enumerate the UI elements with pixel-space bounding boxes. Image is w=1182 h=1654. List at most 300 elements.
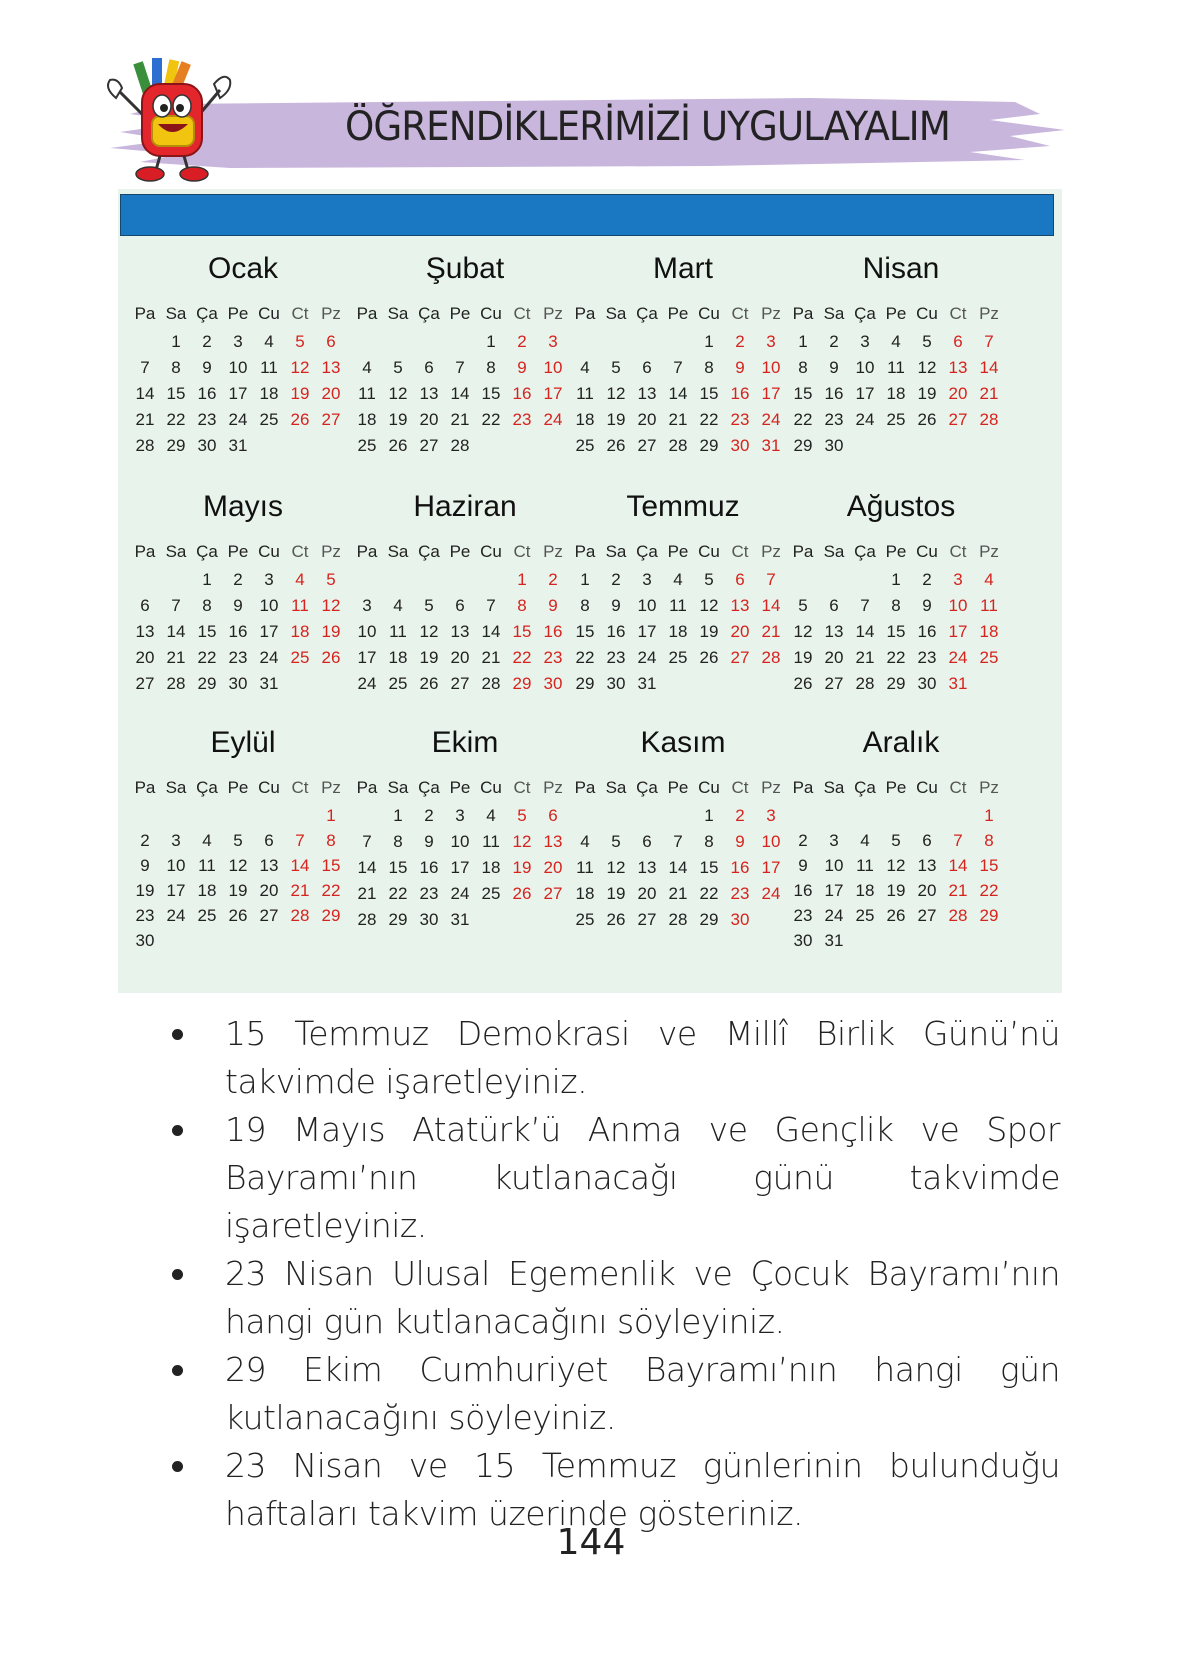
day-cell: 15 (886, 622, 906, 641)
day-cell: 25 (259, 410, 279, 429)
day-cell: 16 (793, 881, 813, 900)
day-cell: 19 (606, 410, 626, 429)
weekday-label: Pz (761, 778, 781, 797)
day-cell: 24 (228, 410, 248, 429)
weekday-label: Pa (134, 542, 156, 561)
day-cell: 27 (824, 674, 844, 693)
day-cell: 11 (856, 856, 874, 875)
weekday-label: Ça (854, 778, 876, 797)
day-cell: 23 (917, 648, 937, 667)
weekday-label: Pe (885, 304, 907, 323)
weekday-label: Pa (134, 304, 156, 323)
day-cell: 14 (979, 358, 999, 377)
day-cell: 15 (979, 856, 999, 875)
day-cell: 10 (637, 596, 657, 615)
day-cell: 10 (543, 358, 563, 377)
weekday-label: Ct (513, 542, 531, 561)
day-cell: 16 (917, 622, 937, 641)
day-cell: 18 (290, 622, 310, 641)
day-cell: 16 (543, 622, 563, 641)
day-cell: 17 (543, 384, 563, 403)
day-cell: 2 (798, 831, 808, 850)
day-cell: 7 (673, 832, 683, 851)
day-cell: 20 (135, 648, 155, 667)
day-cell: 20 (637, 410, 657, 429)
day-cell: 30 (793, 931, 813, 950)
day-cell: 29 (512, 674, 532, 693)
day-cell: 1 (393, 806, 403, 825)
instruction-text: 23 Nisan ve 15 Temmuz günlerinin bulunduğu haftaları takvim üzerinde gösteriniz. (225, 1446, 1060, 1533)
day-cell: 8 (798, 358, 808, 377)
day-cell: 19 (512, 858, 532, 877)
day-cell: 26 (290, 410, 310, 429)
instruction-text: 29 Ekim Cumhuriyet Bayramı’nın hangi gün kutlanacağını söyleyiniz. (225, 1350, 1060, 1437)
day-cell: 19 (793, 648, 813, 667)
day-cell: 17 (166, 881, 186, 900)
day-cell: 26 (606, 910, 626, 929)
weekday-label: Pa (356, 542, 378, 561)
day-cell: 12 (606, 384, 626, 403)
day-cell: 15 (388, 858, 408, 877)
weekday-label: Sa (387, 778, 409, 797)
day-cell: 21 (668, 884, 688, 903)
day-cell: 5 (922, 332, 932, 351)
day-cell: 6 (548, 806, 558, 825)
weekday-label: Ça (196, 542, 218, 561)
weekday-label: Pa (134, 778, 156, 797)
day-cell: 31 (824, 931, 844, 950)
day-cell: 13 (321, 358, 341, 377)
day-cell: 23 (824, 410, 844, 429)
day-cell: 23 (793, 906, 813, 925)
day-cell: 18 (979, 622, 999, 641)
day-cell: 3 (455, 806, 465, 825)
day-cell: 16 (730, 858, 750, 877)
day-cell: 4 (673, 570, 683, 589)
day-cell: 1 (798, 332, 808, 351)
day-cell: 29 (886, 674, 906, 693)
day-cell: 22 (166, 410, 186, 429)
bullet-dot-icon (172, 1125, 183, 1136)
weekday-label: Sa (605, 542, 627, 561)
weekday-label: Pe (885, 542, 907, 561)
weekday-label: Pe (667, 778, 689, 797)
day-cell: 16 (512, 384, 532, 403)
day-cell: 4 (486, 806, 496, 825)
page-title: ÖĞRENDİKLERİMİZİ UYGULAYALIM (345, 104, 950, 150)
day-cell: 21 (668, 410, 688, 429)
day-cell: 30 (197, 436, 217, 455)
day-cell: 9 (829, 358, 839, 377)
month-9 (352, 726, 578, 929)
day-cell: 14 (668, 384, 688, 403)
weekday-label: Sa (823, 542, 845, 561)
day-cell: 9 (202, 358, 212, 377)
day-cell: 29 (197, 674, 217, 693)
day-cell: 12 (228, 856, 248, 875)
weekday-label: Pe (667, 542, 689, 561)
day-cell: 22 (388, 884, 408, 903)
day-cell: 3 (548, 332, 558, 351)
instruction-item (170, 1250, 1060, 1346)
day-cell: 24 (824, 906, 844, 925)
day-cell: 27 (730, 648, 750, 667)
day-cell: 22 (575, 648, 595, 667)
weekday-label: Cu (258, 778, 280, 797)
day-cell: 8 (326, 831, 336, 850)
day-cell: 17 (761, 384, 781, 403)
day-cell: 29 (979, 906, 999, 925)
day-cell: 15 (575, 622, 595, 641)
day-cell: 1 (202, 570, 212, 589)
day-cell: 7 (455, 358, 465, 377)
day-cell: 11 (576, 384, 594, 403)
day-cell: 8 (580, 596, 590, 615)
day-cell: 23 (197, 410, 217, 429)
day-cell: 11 (389, 622, 407, 641)
month-name: Eylül (210, 726, 276, 759)
day-cell: 6 (140, 596, 150, 615)
day-cell: 17 (855, 384, 875, 403)
month-name: Temmuz (626, 490, 740, 523)
weekday-label: Cu (698, 542, 720, 561)
day-cell: 27 (419, 436, 439, 455)
day-cell: 1 (984, 806, 994, 825)
day-cell: 25 (290, 648, 310, 667)
day-cell: 3 (829, 831, 839, 850)
day-cell: 11 (198, 856, 216, 875)
day-cell: 6 (642, 832, 652, 851)
day-cell: 19 (606, 884, 626, 903)
weekday-label: Pz (543, 542, 563, 561)
day-cell: 12 (388, 384, 408, 403)
day-cell: 15 (197, 622, 217, 641)
weekday-label: Pa (792, 304, 814, 323)
day-cell: 1 (486, 332, 496, 351)
weekday-label: Sa (387, 542, 409, 561)
day-cell: 12 (699, 596, 719, 615)
day-cell: 10 (166, 856, 186, 875)
day-cell: 15 (512, 622, 532, 641)
day-cell: 19 (290, 384, 310, 403)
day-cell: 25 (668, 648, 688, 667)
weekday-label: Ct (949, 778, 967, 797)
day-cell: 3 (264, 570, 274, 589)
day-cell: 6 (642, 358, 652, 377)
day-cell: 20 (948, 384, 968, 403)
weekday-label: Ça (196, 304, 218, 323)
day-cell: 6 (326, 332, 336, 351)
day-cell: 28 (979, 410, 999, 429)
day-cell: 28 (948, 906, 968, 925)
day-cell: 27 (450, 674, 470, 693)
day-cell: 7 (766, 570, 776, 589)
day-cell: 12 (917, 358, 937, 377)
month-name: Ekim (431, 726, 499, 759)
day-cell: 11 (291, 596, 309, 615)
day-cell: 3 (860, 332, 870, 351)
day-cell: 17 (761, 858, 781, 877)
day-cell: 11 (482, 832, 500, 851)
day-cell: 1 (517, 570, 527, 589)
day-cell: 19 (228, 881, 248, 900)
day-cell: 21 (979, 384, 999, 403)
day-cell: 9 (424, 832, 434, 851)
day-cell: 18 (197, 881, 217, 900)
day-cell: 29 (793, 436, 813, 455)
day-cell: 21 (948, 881, 968, 900)
day-cell: 29 (166, 436, 186, 455)
day-cell: 9 (517, 358, 527, 377)
day-cell: 24 (761, 410, 781, 429)
day-cell: 20 (917, 881, 937, 900)
day-cell: 20 (730, 622, 750, 641)
day-cell: 14 (166, 622, 186, 641)
weekday-label: Ct (513, 304, 531, 323)
day-cell: 5 (233, 831, 243, 850)
day-cell: 2 (140, 831, 150, 850)
day-cell: 24 (637, 648, 657, 667)
day-cell: 30 (135, 931, 155, 950)
day-cell: 13 (543, 832, 563, 851)
day-cell: 12 (793, 622, 813, 641)
day-cell: 31 (948, 674, 968, 693)
day-cell: 27 (321, 410, 341, 429)
day-cell: 9 (798, 856, 808, 875)
bullet-dot-icon (172, 1029, 183, 1040)
bullet-dot-icon (172, 1461, 183, 1472)
day-cell: 15 (321, 856, 341, 875)
day-cell: 9 (233, 596, 243, 615)
day-cell: 8 (393, 832, 403, 851)
day-cell: 18 (575, 884, 595, 903)
day-cell: 24 (166, 906, 186, 925)
weekday-label: Pe (227, 304, 249, 323)
day-cell: 28 (855, 674, 875, 693)
day-cell: 4 (580, 832, 590, 851)
day-cell: 27 (637, 910, 657, 929)
day-cell: 11 (358, 384, 376, 403)
day-cell: 14 (761, 596, 781, 615)
weekday-label: Pz (979, 778, 999, 797)
weekday-label: Cu (258, 542, 280, 561)
weekday-label: Sa (165, 778, 187, 797)
day-cell: 26 (606, 436, 626, 455)
day-cell: 21 (166, 648, 186, 667)
weekday-label: Pz (761, 304, 781, 323)
weekday-label: Ct (731, 304, 749, 323)
day-cell: 29 (575, 674, 595, 693)
weekday-label: Cu (916, 542, 938, 561)
weekday-label: Pe (885, 778, 907, 797)
day-cell: 30 (824, 436, 844, 455)
day-cell: 23 (730, 410, 750, 429)
weekday-label: Pz (543, 778, 563, 797)
page-number: 144 (556, 1522, 626, 1563)
day-cell: 7 (673, 358, 683, 377)
weekday-label: Cu (698, 304, 720, 323)
day-cell: 17 (228, 384, 248, 403)
day-cell: 17 (259, 622, 279, 641)
day-cell: 22 (197, 648, 217, 667)
day-cell: 23 (730, 884, 750, 903)
day-cell: 14 (135, 384, 155, 403)
day-cell: 30 (730, 436, 750, 455)
day-cell: 19 (699, 622, 719, 641)
weekday-label: Pz (321, 542, 341, 561)
day-cell: 6 (829, 596, 839, 615)
day-cell: 18 (357, 410, 377, 429)
day-cell: 28 (357, 910, 377, 929)
day-cell: 15 (793, 384, 813, 403)
month-6 (570, 490, 796, 693)
weekday-label: Pe (449, 304, 471, 323)
day-cell: 31 (450, 910, 470, 929)
day-cell: 20 (824, 648, 844, 667)
day-cell: 2 (735, 806, 745, 825)
day-cell: 10 (948, 596, 968, 615)
day-cell: 4 (362, 358, 372, 377)
day-cell: 20 (637, 884, 657, 903)
day-cell: 25 (481, 884, 501, 903)
day-cell: 4 (984, 570, 994, 589)
month-10 (570, 726, 796, 929)
day-cell: 26 (321, 648, 341, 667)
day-cell: 5 (611, 358, 621, 377)
day-cell: 14 (948, 856, 968, 875)
day-cell: 23 (543, 648, 563, 667)
weekday-label: Pa (574, 778, 596, 797)
day-cell: 19 (321, 622, 341, 641)
day-cell: 28 (135, 436, 155, 455)
day-cell: 28 (668, 910, 688, 929)
day-cell: 30 (730, 910, 750, 929)
day-cell: 18 (886, 384, 906, 403)
day-cell: 11 (980, 596, 998, 615)
day-cell: 8 (486, 358, 496, 377)
day-cell: 6 (264, 831, 274, 850)
weekday-label: Cu (916, 304, 938, 323)
day-cell: 8 (704, 832, 714, 851)
day-cell: 26 (793, 674, 813, 693)
weekday-label: Pz (543, 304, 563, 323)
day-cell: 6 (735, 570, 745, 589)
day-cell: 26 (917, 410, 937, 429)
day-cell: 12 (321, 596, 341, 615)
day-cell: 29 (699, 436, 719, 455)
day-cell: 6 (953, 332, 963, 351)
day-cell: 24 (855, 410, 875, 429)
day-cell: 28 (450, 436, 470, 455)
day-cell: 24 (450, 884, 470, 903)
day-cell: 1 (171, 332, 181, 351)
day-cell: 26 (228, 906, 248, 925)
weekday-label: Ça (636, 542, 658, 561)
day-cell: 13 (730, 596, 750, 615)
day-cell: 25 (855, 906, 875, 925)
weekday-label: Pe (449, 778, 471, 797)
day-cell: 22 (699, 410, 719, 429)
bullet-dot-icon (172, 1365, 183, 1376)
weekday-label: Pa (356, 304, 378, 323)
weekday-label: Pe (227, 778, 249, 797)
weekday-label: Sa (605, 304, 627, 323)
day-cell: 17 (357, 648, 377, 667)
day-cell: 21 (450, 410, 470, 429)
day-cell: 10 (761, 832, 781, 851)
day-cell: 4 (295, 570, 305, 589)
day-cell: 16 (730, 384, 750, 403)
day-cell: 7 (295, 831, 305, 850)
month-name: Kasım (640, 726, 726, 759)
day-cell: 5 (704, 570, 714, 589)
month-4 (130, 490, 356, 693)
day-cell: 26 (388, 436, 408, 455)
day-cell: 4 (860, 831, 870, 850)
weekday-label: Ct (731, 778, 749, 797)
day-cell: 27 (637, 436, 657, 455)
day-cell: 16 (606, 622, 626, 641)
instruction-text: 23 Nisan Ulusal Egemenlik ve Çocuk Bayramı’nın hangi gün kutlanacağını söyleyiniz. (225, 1254, 1060, 1341)
day-cell: 19 (917, 384, 937, 403)
month-7 (788, 490, 1014, 693)
day-cell: 2 (202, 332, 212, 351)
day-cell: 16 (824, 384, 844, 403)
day-cell: 12 (419, 622, 439, 641)
day-cell: 5 (393, 358, 403, 377)
day-cell: 23 (228, 648, 248, 667)
instruction-text: 19 Mayıs Atatürk’ü Anma ve Gençlik ve Spor Bayramı’nın kutlanacağı günü takvimde işaretleyiniz. (225, 1110, 1060, 1245)
day-cell: 12 (290, 358, 310, 377)
day-cell: 8 (517, 596, 527, 615)
day-cell: 1 (704, 332, 714, 351)
day-cell: 7 (486, 596, 496, 615)
day-cell: 4 (264, 332, 274, 351)
day-cell: 21 (357, 884, 377, 903)
day-cell: 20 (450, 648, 470, 667)
day-cell: 22 (481, 410, 501, 429)
day-cell: 17 (824, 881, 844, 900)
day-cell: 4 (891, 332, 901, 351)
day-cell: 18 (481, 858, 501, 877)
day-cell: 3 (766, 806, 776, 825)
day-cell: 2 (611, 570, 621, 589)
day-cell: 2 (829, 332, 839, 351)
day-cell: 5 (326, 570, 336, 589)
day-cell: 1 (704, 806, 714, 825)
day-cell: 1 (326, 806, 336, 825)
day-cell: 15 (481, 384, 501, 403)
day-cell: 14 (450, 384, 470, 403)
instruction-item (170, 1106, 1060, 1250)
day-cell: 24 (761, 884, 781, 903)
day-cell: 24 (543, 410, 563, 429)
day-cell: 18 (259, 384, 279, 403)
day-cell: 31 (761, 436, 781, 455)
day-cell: 23 (135, 906, 155, 925)
day-cell: 16 (419, 858, 439, 877)
day-cell: 13 (637, 858, 657, 877)
day-cell: 11 (576, 858, 594, 877)
day-cell: 30 (419, 910, 439, 929)
weekday-label: Cu (698, 778, 720, 797)
day-cell: 7 (860, 596, 870, 615)
weekday-label: Pz (321, 778, 341, 797)
day-cell: 20 (543, 858, 563, 877)
weekday-label: Ct (291, 304, 309, 323)
month-11 (788, 726, 1014, 950)
day-cell: 13 (259, 856, 279, 875)
